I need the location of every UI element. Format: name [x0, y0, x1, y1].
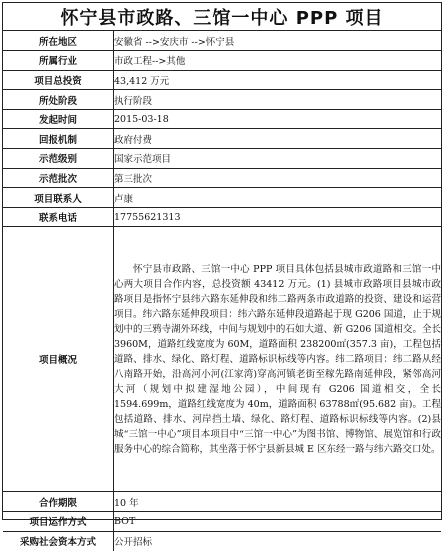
row-label: 合作期限	[3, 492, 114, 512]
table-row	[3, 129, 441, 149]
row-value: BOT	[114, 512, 442, 532]
row-value: 10 年	[114, 492, 442, 512]
table-row	[3, 531, 441, 551]
table-row	[3, 207, 441, 227]
table-row	[3, 90, 441, 110]
row-label: 示范批次	[3, 168, 114, 188]
row-value: 公开招标	[114, 537, 153, 549]
row-value: 2015-03-18	[114, 109, 442, 129]
table-row	[3, 188, 441, 208]
row-label: 项目总投资	[3, 70, 114, 90]
row-value: 安徽省 -->安庆市 -->怀宁县	[114, 31, 442, 51]
overview-row	[3, 227, 441, 492]
table-row	[3, 512, 441, 532]
table-row	[3, 51, 441, 71]
row-value: 政府付费	[114, 129, 442, 149]
project-info-table	[3, 31, 441, 551]
row-value: 17755621313	[114, 207, 442, 227]
row-value: 卢康	[114, 188, 442, 208]
table-row	[3, 149, 441, 169]
table-row	[3, 70, 441, 90]
row-value: 43,412 万元	[114, 70, 442, 90]
overview-text-cell	[114, 227, 442, 492]
overview-label: 项目概况	[3, 227, 114, 492]
overview-text: 怀宁县市政路、三馆一中心 PPP 项目具体包括县城市政道路和三馆一中心两大项目合作内容，总投资额 43412 万元。(1) 县城市政路项目县城市政路项目是指怀宁县纬六路东延伸段和纬二路两条市政道路的投资、建设和运营项目。纬六路东延伸段项目：纬六路东延伸段道路起于现 G206 国道，止于规划中的三鸦寺湖外环线，中间与规划中的石如大道、新 G206 国道相交。全长 3960M，道路红线宽度为 60M，道路面积 238200㎡(357.3 亩)，工程包括道路、排水、绿化、路灯程、道路标识标线等内容。纬二路项目：纬二路从经八南路开始，沿高河小河(江家湾)穿高河镇老街至稼先路南延伸段，紧邻高河大河（规划中拟建湿地公园），中间现有 G206 国道相交，全长 1594.699m，道路红线宽度为 40m，道路面积 63788㎡(95.682 亩)。工程包括道路、排水、河岸挡土墙、绿化、路灯程、道路标识标线等内容。(2)县城“三馆一中心”项目本项目中“三馆一中心”为图书馆、博物馆、展览馆和行政服务中心的综合简称，其坐落于怀宁县新县城 E 区东经一路与纬六路交口处。	[114, 263, 441, 455]
table-row	[3, 492, 441, 512]
row-label: 项目联系人	[3, 188, 114, 208]
row-value: 国家示范项目	[114, 149, 442, 169]
row-label: 采购社会资本方式	[3, 531, 114, 551]
table-row	[3, 109, 441, 129]
row-label: 发起时间	[3, 109, 114, 129]
table-row	[3, 31, 441, 51]
row-label: 项目运作方式	[3, 512, 114, 532]
table-row	[3, 168, 441, 188]
project-info-sheet	[2, 2, 442, 549]
row-label: 联系电话	[3, 207, 114, 227]
row-label: 示范级别	[3, 149, 114, 169]
row-label: 所处阶段	[3, 90, 114, 110]
row-value: 市政工程-->其他	[114, 51, 442, 71]
row-label: 所在地区	[3, 31, 114, 51]
row-value: 执行阶段	[114, 90, 442, 110]
row-value: 第三批次	[114, 168, 442, 188]
row-label: 所属行业	[3, 51, 114, 71]
row-label: 回报机制	[3, 129, 114, 149]
page-title: 怀宁县市政路、三馆一中心 PPP 项目	[3, 3, 441, 31]
